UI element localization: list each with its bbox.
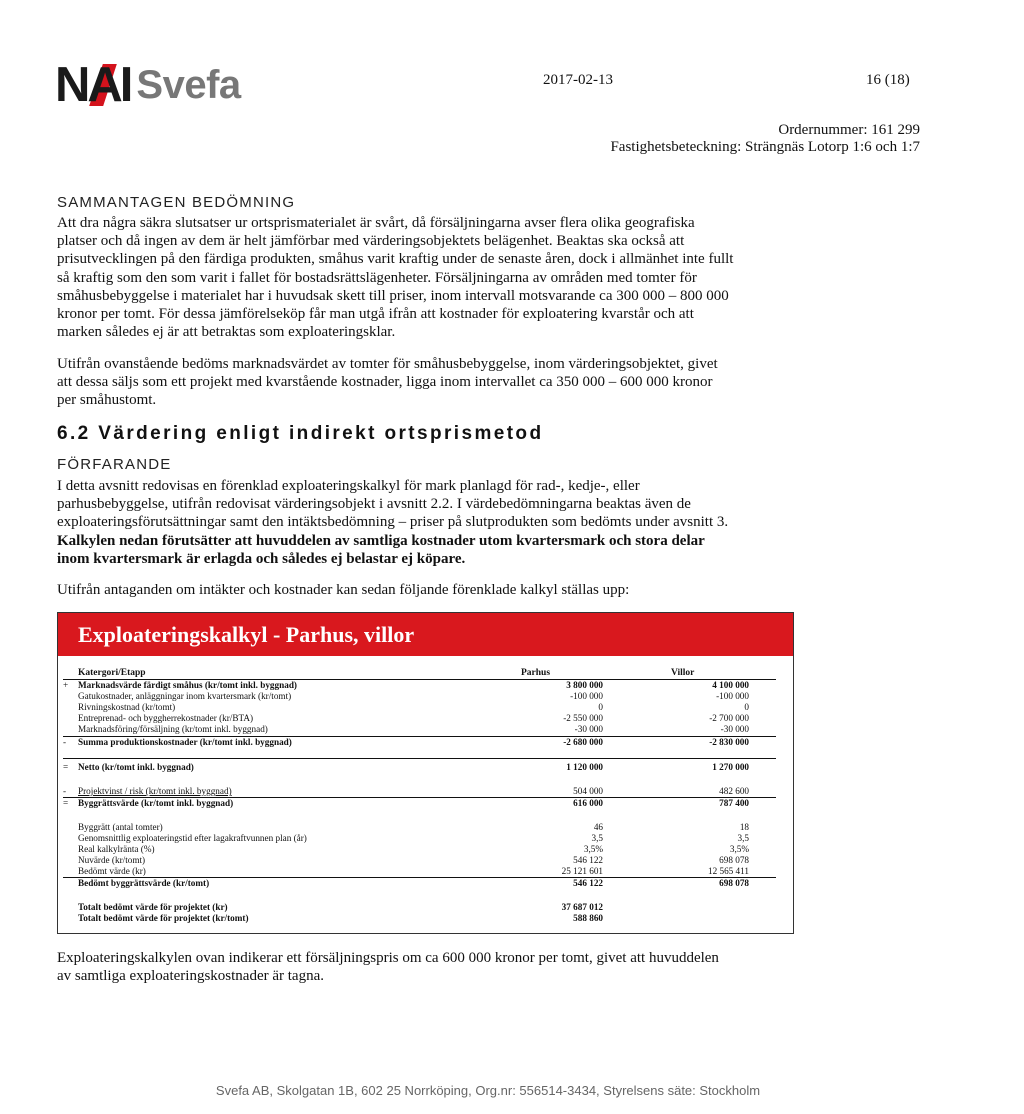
text-line-bold: inom kvartersmark är erlagda och således ej belastar ej köpare. <box>57 550 466 567</box>
text-line: prisutvecklingen på den färdiga produkten, småhus varit kraftig under de senaste åren, dock i allmänhet inte fullt <box>57 251 734 268</box>
paragraph-conclusion <box>57 949 927 985</box>
logo-svefa-text: Svefa <box>136 63 241 107</box>
table-row <box>58 833 793 844</box>
row-label: Bedömt värde (kr) <box>78 866 146 876</box>
table-row <box>58 798 793 809</box>
text-line: kronor per tomt. För dessa jämförelseköp får man utgå ifrån att kostnader för exploatering kvarstår och att <box>57 306 694 323</box>
text-line: I detta avsnitt redovisas en förenklad exploateringskalkyl för mark planlagd för rad-, kedje-, eller <box>57 478 640 494</box>
logo-nai-mark <box>55 58 131 112</box>
text-line: av samtliga exploateringskostnader är tagna. <box>57 968 324 985</box>
row-value-parhus: -2 680 000 <box>563 737 603 747</box>
row-operator: = <box>63 798 69 808</box>
row-label: Netto (kr/tomt inkl. byggnad) <box>78 762 194 772</box>
row-value-villor: 3,5 <box>737 833 749 843</box>
table-row <box>58 866 793 877</box>
row-label: Totalt bedömt värde för projektet (kr) <box>78 902 228 912</box>
row-value-parhus: -100 000 <box>570 691 603 701</box>
row-value-villor: 698 078 <box>719 855 749 865</box>
row-value-villor: 1 270 000 <box>712 762 749 772</box>
page-number: 16 (18) <box>866 72 910 88</box>
table-row <box>58 713 793 724</box>
row-label: Summa produktionskostnader (kr/tomt inkl. byggnad) <box>78 737 292 747</box>
text-line: att dessa säljs som ett projekt med kvarstående kostnader, ligga inom intervallet ca 350 000 – 600 000 kronor <box>57 374 713 391</box>
row-label: Nuvärde (kr/tomt) <box>78 855 146 865</box>
column-header-villor: Villor <box>671 668 695 678</box>
text-line: exploateringsförutsättningar samt den intäktsbedömning – priser på slutprodukten som bedömts under avsnitt 3. <box>57 514 729 531</box>
table-title: Exploateringskalkyl - Parhus, villor <box>58 613 793 656</box>
row-value-villor: 0 <box>744 702 749 712</box>
row-value-villor: -100 000 <box>716 691 749 701</box>
row-label: Projektvinst / risk (kr/tomt inkl. byggnad) <box>78 786 232 796</box>
property-designation: Fastighetsbeteckning: Strängnäs Lotorp 1:6 och 1:7 <box>610 139 920 155</box>
row-value-parhus: -2 550 000 <box>563 713 603 723</box>
row-value-parhus: 37 687 012 <box>561 902 603 912</box>
paragraph-market-value <box>57 355 927 410</box>
table-row <box>58 737 793 748</box>
table-row <box>58 762 793 773</box>
row-label: Rivningskostnad (kr/tomt) <box>78 702 176 712</box>
text-line: Exploateringskalkylen ovan indikerar ett försäljningspris om ca 600 000 kronor per tomt, givet att huvuddelen <box>57 950 719 966</box>
text-line: platser och då ingen av dem är helt jämförbar med värderingsobjektets belägenhet. Beaktas ska också att <box>57 233 685 250</box>
table-row <box>58 680 793 691</box>
row-value-parhus: 546 122 <box>573 878 603 888</box>
row-label: Entreprenad- och byggherrekostnader (kr/BTA) <box>78 713 254 723</box>
row-value-parhus: 588 860 <box>573 913 603 923</box>
text-line: Utifrån ovanstående bedöms marknadsvärdet av tomter för småhusbebyggelse, inom värderingsobjektet, givet <box>57 356 718 372</box>
text-line: så kraftig som den som varit i fallet för bostadsrättslägenheter. Försäljningarna av områden med tomter för <box>57 269 697 286</box>
table-row <box>58 822 793 833</box>
row-value-villor: 482 600 <box>719 786 749 796</box>
section-heading-assessment: SAMMANTAGEN BEDÖMNING <box>57 194 296 211</box>
row-operator: + <box>63 680 69 690</box>
document-date: 2017-02-13 <box>543 72 613 88</box>
table-row <box>58 844 793 855</box>
text-line: parhusbebyggelse, utifrån redovisat värderingsobjekt i avsnitt 2.2. I värdebedömningarna beaktas även de <box>57 496 691 513</box>
column-header-category: Katergori/Etapp <box>78 668 146 678</box>
row-value-villor: 18 <box>739 822 749 832</box>
row-label: Real kalkylränta (%) <box>78 844 155 854</box>
row-value-villor: -2 700 000 <box>709 713 749 723</box>
row-value-parhus: 3,5 <box>591 833 603 843</box>
table-row <box>58 878 793 889</box>
row-label: Genomsnittlig exploateringstid efter lagakraftvunnen plan (år) <box>78 833 307 843</box>
table-row <box>58 913 793 924</box>
row-label: Marknadsvärde färdigt småhus (kr/tomt inkl. byggnad) <box>78 680 297 690</box>
paragraph-assessment <box>57 214 927 341</box>
row-value-villor: 698 078 <box>719 878 749 888</box>
text-line: marken således ej är att betraktas som exploateringsklar. <box>57 324 396 341</box>
row-label: Byggrättsvärde (kr/tomt inkl. byggnad) <box>78 798 234 808</box>
order-number: Ordernummer: 161 299 <box>778 122 920 138</box>
logo-nai-text: NAI <box>55 58 131 112</box>
row-value-villor: 12 565 411 <box>707 866 749 876</box>
row-value-parhus: 546 122 <box>573 855 603 865</box>
table-row <box>58 691 793 702</box>
paragraph-assumptions: Utifrån antaganden om intäkter och kostnader kan sedan följande förenklade kalkyl ställas upp: <box>57 582 630 598</box>
table-row <box>58 786 793 797</box>
row-value-parhus: 3,5% <box>583 844 603 854</box>
paragraph-procedure <box>57 477 927 568</box>
section-title-6-2: 6.2 Värdering enligt indirekt ortsprismetod <box>57 423 544 444</box>
row-value-parhus: 25 121 601 <box>561 866 603 876</box>
column-header-parhus: Parhus <box>521 668 551 678</box>
row-value-villor: 4 100 000 <box>712 680 749 690</box>
text-line: per småhustomt. <box>57 392 157 409</box>
page-footer: Svefa AB, Skolgatan 1B, 602 25 Norrköping, Org.nr: 556514-3434, Styrelsens säte: Stockholm <box>215 1083 761 1098</box>
row-value-villor: -30 000 <box>720 724 749 734</box>
row-operator: - <box>63 786 67 796</box>
row-value-parhus: 3 800 000 <box>566 680 603 690</box>
row-value-parhus: 616 000 <box>573 798 603 808</box>
row-value-villor: 3,5% <box>729 844 749 854</box>
row-value-parhus: 504 000 <box>573 786 603 796</box>
table-divider <box>63 758 776 759</box>
row-label: Bedömt byggrättsvärde (kr/tomt) <box>78 878 210 888</box>
table-row <box>58 702 793 713</box>
row-value-parhus: 46 <box>593 822 603 832</box>
table-row <box>58 724 793 735</box>
text-line: Att dra några säkra slutsatser ur ortsprismaterialet är svårt, då försäljningarna avser flera olika geografiska <box>57 215 695 231</box>
company-logo <box>55 58 241 112</box>
row-operator: = <box>63 762 69 772</box>
row-value-parhus: -30 000 <box>574 724 603 734</box>
text-line-bold: Kalkylen nedan förutsätter att huvuddelen av samtliga kostnader utom kvartersmark och stora delar <box>57 532 705 549</box>
text-line: småhusbebyggelse i materialet har i huvudsak skett till priser, inom intervall motsvarande ca 300 000 – 800 000 <box>57 287 729 304</box>
row-value-villor: 787 400 <box>719 798 749 808</box>
row-label: Gatukostnader, anläggningar inom kvartersmark (kr/tomt) <box>78 691 292 701</box>
row-value-parhus: 1 120 000 <box>566 762 603 772</box>
row-label: Totalt bedömt värde för projektet (kr/tomt) <box>78 913 249 923</box>
table-row <box>58 855 793 866</box>
subheading-procedure: FÖRFARANDE <box>57 456 172 473</box>
row-label: Marknadsföring/försäljning (kr/tomt inkl. byggnad) <box>78 724 268 734</box>
row-label: Byggrätt (antal tomter) <box>78 822 163 832</box>
row-value-villor: -2 830 000 <box>709 737 749 747</box>
table-row <box>58 902 793 913</box>
row-operator: - <box>63 737 67 747</box>
row-value-parhus: 0 <box>598 702 603 712</box>
exploitation-calculation-table <box>57 612 794 934</box>
